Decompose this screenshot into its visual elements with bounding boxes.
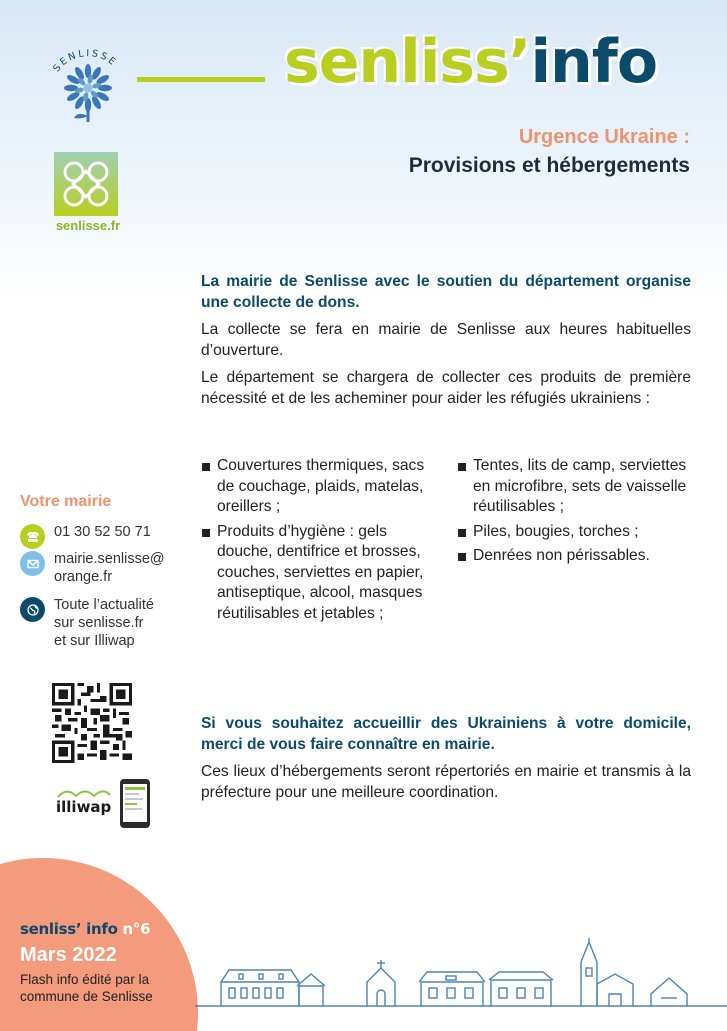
village-skyline-icon	[195, 938, 727, 1010]
brand-title-part1: senliss’	[284, 27, 531, 97]
edited-by	[20, 972, 190, 1005]
news-line1: Toute l’actualité	[54, 597, 154, 613]
accueil-para: Ces lieux d’hébergements seront répertoriés en mairie et transmis à la préfecture pour une meilleure coordination.	[201, 763, 691, 801]
issue-date: Mars 2022	[20, 944, 117, 966]
collecte-lead: La mairie de Senlisse avec le soutien du département organise une collecte de dons.	[201, 273, 691, 311]
news-line3: et sur Illiwap	[54, 633, 135, 649]
brand-title-part2: info	[530, 27, 658, 97]
edited-line1: Flash info édité par la	[20, 972, 150, 987]
accueil-section	[201, 714, 691, 803]
phone-icon	[20, 524, 45, 549]
globe-icon	[20, 597, 45, 622]
mail-icon	[20, 551, 45, 576]
footer-info	[20, 920, 190, 1005]
products-left-column	[201, 456, 441, 628]
logo-pattern-icon	[54, 152, 118, 216]
sidebar-title: Votre mairie	[20, 493, 112, 510]
edited-line2: commune de Senlisse	[20, 988, 153, 1004]
brand-title	[284, 26, 657, 98]
headline-provisions: Provisions et hébergements	[408, 154, 690, 177]
issue-label	[20, 920, 190, 938]
contact-phone[interactable]	[20, 523, 190, 541]
illiwap-label: illiwap	[56, 798, 112, 816]
news-line2: sur senlisse.fr	[54, 615, 144, 631]
collecte-section	[201, 272, 691, 409]
sidebar-contact	[20, 491, 190, 650]
list-item: Piles, bougies, torches ;	[457, 522, 697, 543]
phone-number: 01 30 52 50 71	[54, 524, 151, 540]
logo-arc-label: SENLISSE	[51, 48, 120, 75]
headline-urgence: Urgence Ukraine :	[518, 126, 690, 148]
collecte-para1: La collecte se fera en mairie de Senlisse aux heures habituelles d’ouverture.	[201, 321, 691, 359]
collecte-para2: Le département se chargera de collecter ces produits de première nécessité et de les acheminer pour aider les réfugiés ukrainiens :	[201, 369, 691, 407]
title-line	[137, 77, 265, 82]
list-item: Denrées non périssables.	[457, 546, 697, 567]
list-item: Couvertures thermiques, sacs de couchage, plaids, matelas, oreillers ;	[201, 456, 441, 518]
email-line2: orange.fr	[54, 569, 113, 585]
accueil-lead: Si vous souhaitez accueillir des Ukrainiens à votre domicile, merci de vous faire connaître en mairie.	[201, 715, 691, 753]
list-item: Tentes, lits de camp, serviettes en microfibre, sets de vaisselle réutilisables ;	[457, 456, 697, 518]
issue-prefix: senliss’ info	[20, 920, 118, 938]
qr-code[interactable]	[52, 683, 132, 763]
contact-email[interactable]	[20, 550, 190, 586]
headline	[409, 124, 690, 181]
flower-icon	[60, 62, 116, 122]
list-item: Produits d’hygiène : gels douche, dentifrice et brosses, couches, serviettes en papier, antiseptique, alcool, masques réutilisables et jetables ;	[201, 522, 441, 625]
issue-number: n°6	[122, 920, 151, 938]
contact-news[interactable]	[20, 596, 190, 650]
products-right-column	[457, 456, 697, 571]
email-line1: mairie.senlisse@	[54, 551, 165, 567]
logo-url: senlisse.fr	[55, 218, 121, 233]
illiwap-badge[interactable]	[56, 778, 156, 830]
